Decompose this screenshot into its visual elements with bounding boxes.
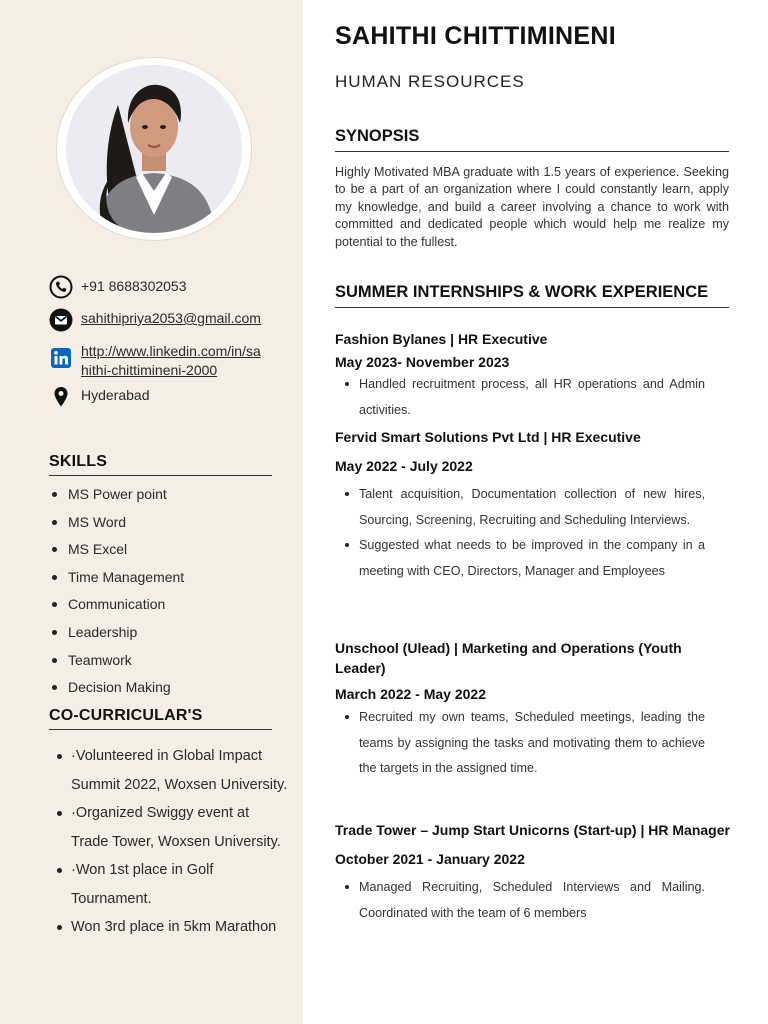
duty-item: Suggested what needs to be improved in the company in a meeting with CEO, Directors, Manager and Employees xyxy=(335,533,705,584)
synopsis-text: Highly Motivated MBA graduate with 1.5 years of experience. Seeking to be a part of an organization where I could constantly learn, apply my knowledge, and build a career involving a chance to work with committed and dedicated people which would help me realize my potential to the fullest. xyxy=(335,165,729,249)
duty-item: Recruited my own teams, Scheduled meetings, leading the teams by assigning the tasks and motivating them to achieve the targets in the assigned time. xyxy=(335,705,705,782)
skill-item: Communication xyxy=(49,595,184,623)
experience-heading: SUMMER INTERNSHIPS & WORK EXPERIENCE xyxy=(335,283,729,308)
profile-photo xyxy=(66,65,242,233)
skills-list xyxy=(49,485,184,706)
job-date: May 2022 - July 2022 xyxy=(335,458,473,474)
cocurricular-list xyxy=(49,742,289,942)
cocurricular-item: Won 3rd place in 5km Marathon xyxy=(49,913,289,942)
duty-item: Talent acquisition, Documentation collection of new hires, Sourcing, Screening, Recruiting and Scheduling Interviews. xyxy=(335,482,705,533)
location-text: Hyderabad xyxy=(81,387,150,403)
job-duties xyxy=(335,705,705,782)
duty-item: Managed Recruiting, Scheduled Interviews and Mailing. Coordinated with the team of 6 members xyxy=(335,875,705,926)
skill-item: Time Management xyxy=(49,568,184,596)
phone-icon xyxy=(49,275,73,299)
job-duties xyxy=(335,482,705,584)
candidate-name: SAHITHI CHITTIMINENI xyxy=(335,22,616,50)
job-title: Fervid Smart Solutions Pvt Ltd | HR Executive xyxy=(335,429,641,445)
linkedin-link-line2[interactable]: hithi-chittimineni-2000 xyxy=(81,362,218,378)
email-link[interactable]: sahithipriya2053@gmail.com xyxy=(81,310,261,326)
cocurricular-item: ·Volunteered in Global Impact Summit 2022, Woxsen University. xyxy=(49,742,289,799)
skill-item: Leadership xyxy=(49,623,184,651)
linkedin-icon xyxy=(49,346,73,370)
phone-number: +91 8688302053 xyxy=(81,278,187,294)
job-date: October 2021 - January 2022 xyxy=(335,851,525,867)
job-title: Fashion Bylanes | HR Executive xyxy=(335,331,548,347)
skill-item: Teamwork xyxy=(49,651,184,679)
cocurricular-item: ·Won 1st place in Golf Tournament. xyxy=(49,856,289,913)
skill-item: MS Excel xyxy=(49,540,184,568)
skill-item: MS Word xyxy=(49,513,184,541)
job-duties xyxy=(335,875,705,926)
skill-item: MS Power point xyxy=(49,485,184,513)
job-title-continued: Leader) xyxy=(335,660,386,676)
job-date: March 2022 - May 2022 xyxy=(335,686,486,702)
cocurricular-heading: CO-CURRICULAR'S xyxy=(49,707,272,730)
job-title: Trade Tower – Jump Start Unicorns (Start-up) | HR Manager xyxy=(335,822,730,838)
job-date: May 2023- November 2023 xyxy=(335,354,510,370)
job-title: Unschool (Ulead) | Marketing and Operations (Youth xyxy=(335,640,682,656)
candidate-role: HUMAN RESOURCES xyxy=(335,72,525,91)
skills-heading: SKILLS xyxy=(49,453,272,476)
synopsis-heading: SYNOPSIS xyxy=(335,127,729,152)
job-duties xyxy=(335,372,705,423)
cocurricular-item: ·Organized Swiggy event at Trade Tower, Woxsen University. xyxy=(49,799,289,856)
mail-icon xyxy=(49,308,73,332)
location-pin-icon xyxy=(49,385,73,409)
skill-item: Decision Making xyxy=(49,678,184,706)
duty-item: Handled recruitment process, all HR operations and Admin activities. xyxy=(335,372,705,423)
linkedin-link-line1[interactable]: http://www.linkedin.com/in/sa xyxy=(81,343,261,359)
